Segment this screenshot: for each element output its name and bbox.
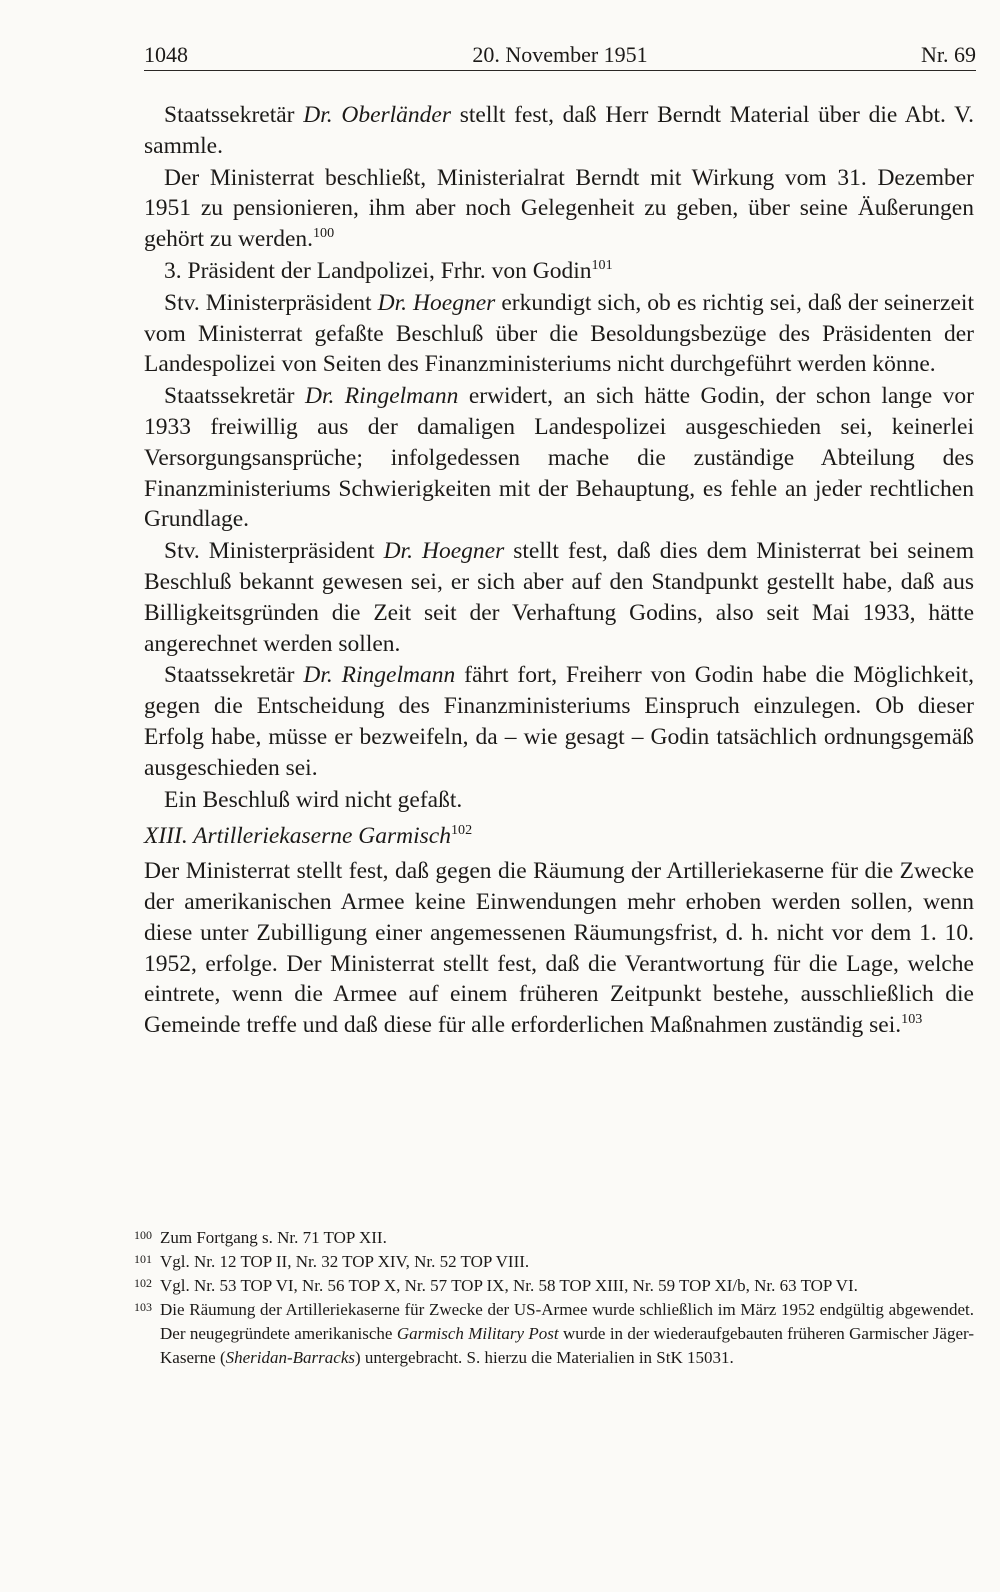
- paragraph: Stv. Ministerpräsident Dr. Hoegner stellt fest, daß dies dem Ministerrat bei seinem Beschluß bekannt gewesen sei, er sich aber auf den Standpunkt gestellt habe, daß aus Billigkeitsgründen die Zeit seit der Verhaftung Godins, also seit Mai 1933, hätte angerechnet werden sollen.: [144, 538, 974, 657]
- footnote-number: 103: [134, 1300, 152, 1314]
- paragraph: Der Ministerrat stellt fest, daß gegen die Räumung der Artilleriekaserne für die Zwecke der amerikanischen Armee keine Einwendungen mehr erhoben werden sollen, wenn diese unter Zubilligung einer angemessenen Räumungsfrist, d. h. nicht vor dem 1. 10. 1952, erfolge. Der Ministerrat stellt fest, daß die Verantwortung für die Lage, welche eintrete, wenn die Armee auf einem früheren Zeitpunkt bestehe, ausschließlich die Gemeinde treffe und daß diese für alle erforderlichen Maßnahmen zuständig sei.$^{103}$: [144, 858, 974, 1039]
- footnote-ref[interactable]: 100: [313, 225, 335, 242]
- footnote-number: 101: [134, 1252, 152, 1266]
- running-header: [144, 40, 976, 71]
- speaker-name: Dr. Ringelmann: [304, 383, 459, 410]
- footnote-ref[interactable]: 103: [901, 1011, 923, 1028]
- footnote-ref[interactable]: 102: [450, 822, 473, 839]
- footnote-ref[interactable]: 101: [591, 257, 613, 274]
- footnote: 100 Zum Fortgang s. Nr. 71 TOP XII.: [134, 1228, 387, 1247]
- speaker-name: Dr. Hoegner: [383, 538, 505, 565]
- speaker-name: Dr. Ringelmann: [303, 662, 456, 689]
- footnote-number: 100: [134, 1228, 152, 1242]
- agenda-item: 3. Präsident der Landpolizei, Frhr. von Godin$^{101}$: [164, 257, 613, 284]
- footnote: 103 Die Räumung der Artilleriekaserne für Zwecke der US-Armee wurde schließlich im März 1952 endgültig abgewendet. Der neugegründete amerikanische Garmisch Military Post wurde in der wiederaufgebauten früheren Garmischer Jäger-Kaserne (Sheridan-Barracks) untergebracht. S. hierzu die Materialien in StK 15031.: [134, 1300, 974, 1367]
- body-text: [144, 100, 974, 1042]
- page-number: 1048: [144, 42, 188, 67]
- paragraph: Staatssekretär Dr. Oberländer stellt fest, daß Herr Berndt Material über die Abt. V. sammle.: [144, 102, 974, 159]
- paragraph: Staatssekretär Dr. Ringelmann fährt fort, Freiherr von Godin habe die Möglichkeit, gegen die Entscheidung des Finanzministeriums Einspruch einzulegen. Ob dieser Erfolg habe, müsse er bezweifeln, da – wie gesagt – Godin tatsächlich ordnungsgemäß ausgeschieden sei.: [144, 662, 974, 781]
- header-issue-number: Nr. 69: [921, 42, 976, 67]
- footnote-number: 102: [134, 1276, 152, 1290]
- footnotes: [134, 1226, 974, 1370]
- paragraph: Der Ministerrat beschließt, Ministerialrat Berndt mit Wirkung vom 31. Dezember 1951 zu pensionieren, ihm aber noch Gelegenheit zu geben, über seine Äußerungen gehört zu werden.$^{100}$: [144, 164, 974, 253]
- paragraph: Staatssekretär Dr. Ringelmann erwidert, an sich hätte Godin, der schon lange vor 1933 freiwillig aus der damaligen Landespolizei ausgeschieden sei, keinerlei Versorgungsansprüche; infolgedessen mache die zuständige Abteilung des Finanzministeriums Schwierigkeiten mit der Behauptung, es fehle an jeder rechtlichen Grundlage.: [144, 383, 974, 533]
- paragraph: Ein Beschluß wird nicht gefaßt.: [164, 786, 463, 813]
- header-date: 20. November 1951: [472, 42, 648, 67]
- footnote: 101 Vgl. Nr. 12 TOP II, Nr. 32 TOP XIV, Nr. 52 TOP VIII.: [134, 1252, 530, 1271]
- speaker-name: Dr. Oberländer: [303, 102, 451, 128]
- footnote: 102 Vgl. Nr. 53 TOP VI, Nr. 56 TOP X, Nr. 57 TOP IX, Nr. 58 TOP XIII, Nr. 59 TOP XI/b, Nr. 63 TOP VI.: [134, 1276, 858, 1295]
- paragraph: Stv. Ministerpräsident Dr. Hoegner erkundigt sich, ob es richtig sei, daß der seinerzeit vom Ministerrat gefaßte Beschluß über die Besoldungsbezüge des Präsidenten der Landespolizei von Seiten des Finanzministeriums nicht durchgeführt werden könne.: [144, 289, 974, 378]
- section-heading: XIII. Artilleriekaserne Garmisch$^{102}$: [144, 822, 473, 850]
- speaker-name: Dr. Hoegner: [377, 289, 496, 316]
